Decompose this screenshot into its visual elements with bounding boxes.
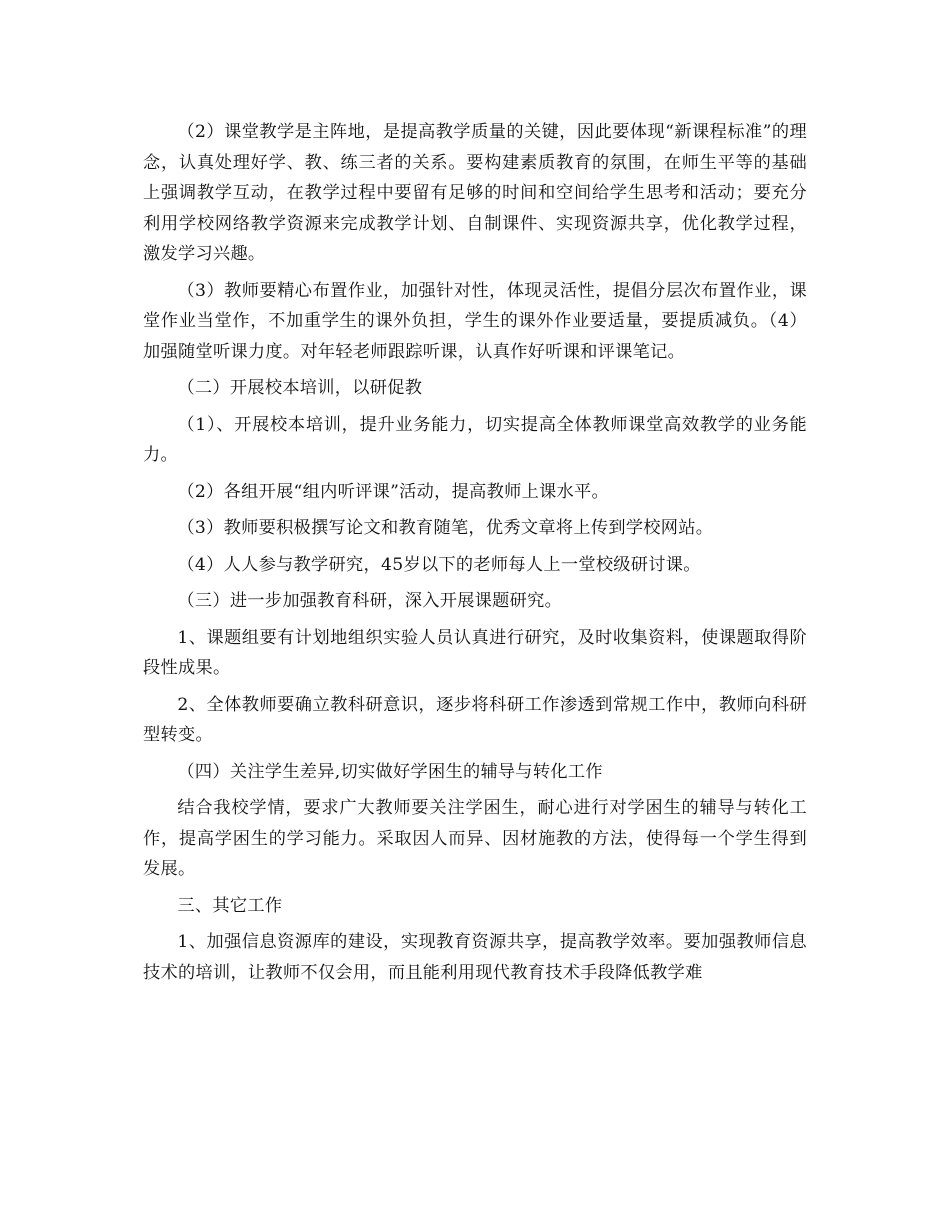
heading-school-training: （二）开展校本培训，以研促教: [177, 378, 423, 398]
paragraph-training-1: （1）、开展校本培训，提升业务能力，切实提高全体教师课堂高效教学的业务能力。: [143, 414, 807, 465]
paragraph-struggling-students: 结合我校学情，要求广大教师要关注学困生，耐心进行对学困生的辅导与转化工作，提高学困生的学习能力。采取因人而异、因材施教的方法，使得每一个学生得到发展。: [143, 798, 807, 879]
heading-research: （三）进一步加强教育科研，深入开展课题研究。: [177, 591, 563, 611]
paragraph-information-resources: 1、加强信息资源库的建设，实现教育资源共享，提高教学效率。要加强教师信息技术的培训，让教师不仅会用，而且能利用现代教育技术手段降低教学难: [143, 932, 807, 983]
paragraph-training-2: （2）各组开展“组内听评课”活动，提高教师上课水平。: [177, 481, 610, 502]
heading-student-differences: （四）关注学生差异,切实做好学困生的辅导与转化工作: [177, 761, 603, 782]
paragraph-training-4: （4）人人参与教学研究，45岁以下的老师每人上一堂校级研讨课。: [177, 554, 701, 575]
paragraph-research-2: 2、全体教师要确立教科研意识，逐步将科研工作渗透到常规工作中，教师向科研型转变。: [143, 694, 807, 745]
paragraph-training-3: （3）教师要积极撰写论文和教育随笔，优秀文章将上传到学校网站。: [177, 518, 714, 538]
paragraph-research-1: 1、课题组要有计划地组织实验人员认真进行研究，及时收集资料，使课题取得阶段性成果。: [143, 627, 807, 678]
heading-other-work: 三、其它工作: [177, 895, 283, 916]
paragraph-homework: （3）教师要精心布置作业，加强针对性，体现灵活性，提倡分层次布置作业，课堂作业当堂作，不加重学生的课外负担，学生的课外作业要适量，要提质减负。（4）加强随堂听课力度。对年轻老师跟踪听课，认真作好听课和评课笔记。: [143, 280, 807, 362]
paragraph-classroom-teaching: （2）课堂教学是主阵地，是提高教学质量的关键，因此要体现“新课程标准”的理念，认真处理好学、教、练三者的关系。要构建素质教育的氛围，在师生平等的基础上强调教学互动，在教学过程中要留有足够的时间和空间给学生思考和活动；要充分利用学校网络教学资源来完成教学计划、自制课件、实现资源共享，优化教学过程，激发学习兴趣。: [143, 122, 807, 264]
document-body: [143, 117, 807, 988]
